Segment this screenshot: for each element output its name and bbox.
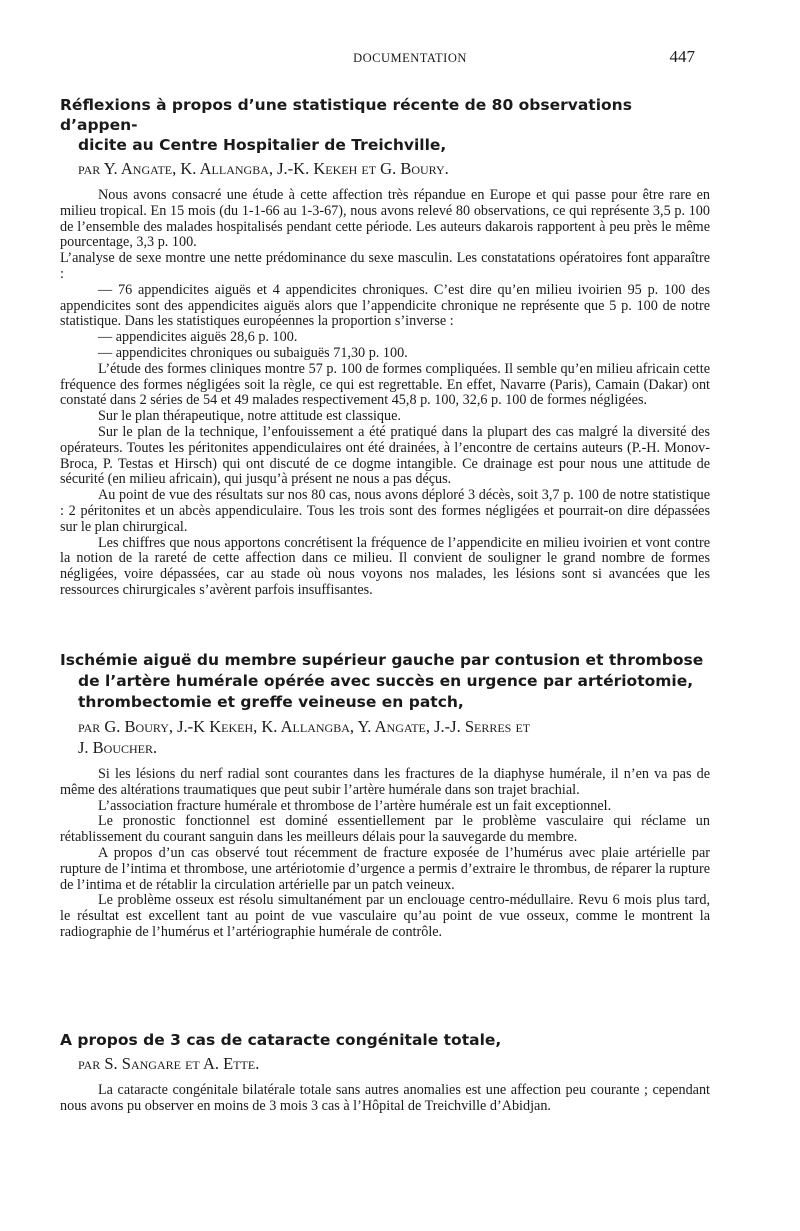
article-authors bbox=[78, 1053, 710, 1074]
article-title-line: Ischémie aiguë du membre supérieur gauche par contusion et thrombose bbox=[60, 651, 704, 669]
paragraph: L’association fracture humérale et thrombose de l’artère humérale est un fait exceptionnel. bbox=[98, 797, 612, 814]
authors-text: par G. Boury, J.-K Kekeh, K. Allangba, Y. Angate, J.-J. Serres et bbox=[78, 717, 531, 736]
article-title-line: Réflexions à propos d’une statistique récente de 80 observations d’appen- bbox=[60, 96, 632, 134]
page-number: 447 bbox=[669, 47, 695, 66]
paragraph: La cataracte congénitale bilatérale totale sans autres anomalies est une affection peu courante ; cependant nous avons pu observer en moins de 3 mois 3 cas à l’Hôpital de Treichville d’Abidjan. bbox=[60, 1082, 710, 1114]
paragraph: Le pronostic fonctionnel est dominé essentiellement par le problème vasculaire qui réclame un rétablissement du courant sanguin dans les meilleurs délais pour la sauvegarde du membre. bbox=[60, 813, 710, 846]
running-header-title: DOCUMENTATION bbox=[353, 51, 467, 65]
article-body bbox=[60, 1083, 710, 1115]
paragraph: A propos d’un cas observé tout récemment de fracture exposée de l’humérus avec plaie artérielle par rupture de l’intima et thrombose, une artériotomie d’urgence a permis d’extraire le thrombus, de réparer la rupture de l’intima et de rétablir la circulation artérielle par un patch veineux. bbox=[60, 844, 710, 893]
article-title-bold: de l’artère humérale bbox=[78, 672, 259, 690]
paragraph: Les chiffres que nous apportons concrétisent la fréquence de l’appendicite en milieu ivoirien et vont contre la notion de la rareté de cette affection dans ce milieu. Il convient de souligner le grand nombre de formes négligées, voire dépassées, car au stade où nous voyons nos malades, les lésions sont si avancées que les ressources chirurgicales s’avèrent parfois insuffisantes. bbox=[60, 534, 710, 598]
paragraph: — appendicites aiguës 28,6 p. 100. bbox=[98, 329, 298, 346]
article-authors bbox=[78, 158, 710, 179]
article-title bbox=[60, 650, 710, 713]
paragraph: L’étude des formes cliniques montre 57 p. 100 de formes compliquées. Il semble qu’en milieu africain cette fréquence des formes négligées soit la règle, ce qui est regrettable. En effet, Navarre (Paris), Camain (Dakar) ont constaté dans 2 séries de 54 et 49 malades respectivement 45,8 p. 100, 32,6 p. 100 de formes négligées. bbox=[60, 360, 710, 409]
authors-text: par S. Sangare et A. Ette. bbox=[78, 1054, 260, 1073]
paragraph: — appendicites chroniques ou subaiguës 71,30 p. 100. bbox=[98, 344, 408, 361]
authors-text: J. Boucher. bbox=[78, 738, 158, 757]
authors-text: par Y. Angate, K. Allangba, J.-K. Kekeh et G. Boury. bbox=[78, 159, 449, 178]
article-body bbox=[60, 767, 710, 941]
article-title-line: thrombectomie et greffe veineuse en patch, bbox=[78, 693, 464, 711]
article-authors bbox=[78, 716, 710, 758]
paragraph: Si les lésions du nerf radial sont courantes dans les fractures de la diaphyse humérale, il n’en va pas de même des altérations traumatiques que peut subir l’artère humérale dans son trajet brachial. bbox=[60, 766, 710, 798]
article-body bbox=[60, 188, 710, 599]
article-ischemie bbox=[60, 650, 710, 941]
running-header bbox=[0, 49, 800, 69]
article-title: A propos de 3 cas de cataracte congénitale totale, bbox=[60, 1031, 502, 1049]
paragraph: Nous avons consacré une étude à cette affection très répandue en Europe et qui passe pour être rare en milieu tropical. En 15 mois (du 1-1-66 au 1-3-67), nous avons relevé 80 observations, ce qui représente 3,5 p. 100 de l’ensemble des malades hospitalisés pendant cette période. Les auteurs dakarois rapportent à peu près le même pourcentage, 3,3 p. 100. bbox=[60, 187, 710, 251]
paragraph: — 76 appendicites aiguës et 4 appendicites chroniques. C’est dire qu’en milieu ivoirien 95 p. 100 des appendicites sont des appendicites aiguës alors que l’appendicite chronique ne représente que 5 p. 100 de notre statistique. Dans les statistiques européennes la proportion s’inverse : bbox=[60, 281, 710, 330]
article-title-line bbox=[60, 671, 710, 692]
article-title-rest: opérée avec succès en urgence par artériotomie, bbox=[258, 672, 694, 690]
paragraph: Sur le plan thérapeutique, notre attitude est classique. bbox=[98, 408, 401, 425]
article-cataracte bbox=[60, 1030, 710, 1115]
article-title bbox=[60, 95, 710, 155]
paragraph: Sur le plan de la technique, l’enfouissement a été pratiqué dans la plupart des cas malgré la diversité des opérateurs. Toutes les péritonites appendiculaires ont été drainées, à l’encontre de certains auteurs (P.-H. Monov-Broca, P. Testas et Hirsch) qui ont discuté de ce dogme intangible. Ce drainage est pour nous une attitude de sécurité (en milieu africain), qui jusqu’à présent ne nous a pas déçus. bbox=[60, 423, 710, 488]
article-appendicite bbox=[60, 95, 710, 599]
paragraph: Au point de vue des résultats sur nos 80 cas, nous avons déploré 3 décès, soit 3,7 p. 100 de notre statistique : 2 péritonites et un abcès appendiculaire. Tous les trois sont des formes négligées et pourrait-on dire dépassées sur le plan chirurgical. bbox=[60, 487, 710, 535]
paragraph: Le problème osseux est résolu simultanément par un enclouage centro-médullaire. Revu 6 mois plus tard, le résultat est excellent tant au point de vue vasculaire qu’au point de vue osseux, comme le montrent la radiographie de l’humérus et l’artériographie humérale de contrôle. bbox=[60, 892, 710, 940]
paragraph: L’analyse de sexe montre une nette prédominance du sexe masculin. Les constatations opératoires font apparaître : bbox=[60, 250, 710, 282]
article-title-line: dicite au Centre Hospitalier de Treichville, bbox=[78, 136, 447, 154]
